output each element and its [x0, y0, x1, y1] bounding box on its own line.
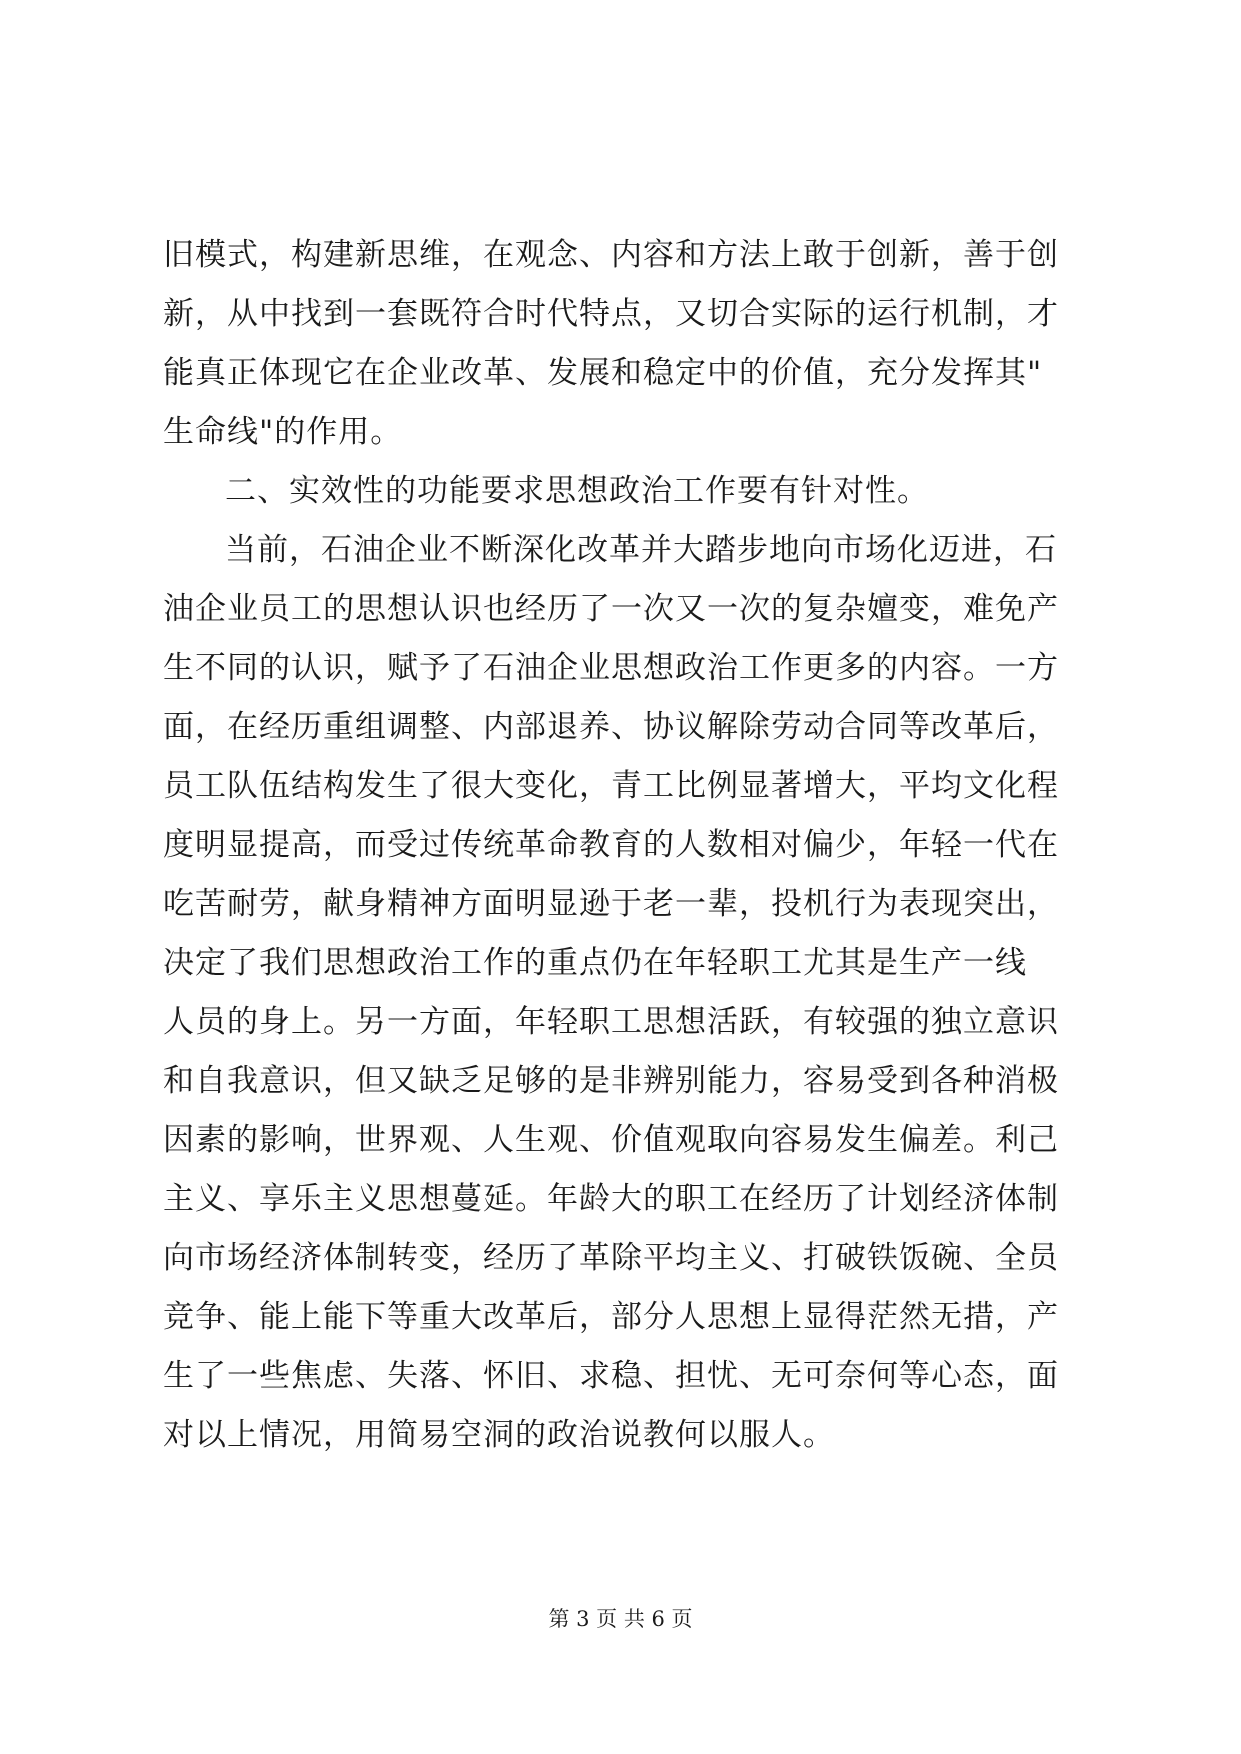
text-line: 竞争、能上能下等重大改革后，部分人思想上显得茫然无措，产 — [163, 1299, 1059, 1335]
text-line: 当前，石油企业不断深化改革并大踏步地向市场化迈进，石 — [225, 532, 1057, 568]
text-line: 决定了我们思想政治工作的重点仍在年轻职工尤其是生产一线 — [163, 945, 1027, 981]
text-line: 度明显提高，而受过传统革命教育的人数相对偏少，年轻一代在 — [163, 827, 1059, 863]
text-line: 油企业员工的思想认识也经历了一次又一次的复杂嬗变，难免产 — [163, 591, 1059, 627]
text-line: 和自我意识，但又缺乏足够的是非辨别能力，容易受到各种消极 — [163, 1063, 1059, 1099]
text-line: 新，从中找到一套既符合时代特点，又切合实际的运行机制，才 — [163, 296, 1059, 332]
text-line: 因素的影响，世界观、人生观、价值观取向容易发生偏差。利己 — [163, 1122, 1059, 1158]
text-line: 能真正体现它在企业改革、发展和稳定中的价值，充分发挥其" — [163, 355, 1043, 391]
text-line: 向市场经济体制转变，经历了革除平均主义、打破铁饭碗、全员 — [163, 1240, 1059, 1276]
text-line: 对以上情况，用简易空洞的政治说教何以服人。 — [163, 1417, 835, 1453]
text-line: 二、实效性的功能要求思想政治工作要有针对性。 — [225, 473, 929, 509]
text-line: 面，在经历重组调整、内部退养、协议解除劳动合同等改革后， — [163, 709, 1059, 745]
text-line: 主义、享乐主义思想蔓延。年龄大的职工在经历了计划经济体制 — [163, 1181, 1059, 1217]
page-footer: 第 3 页 共 6 页 — [548, 1607, 693, 1631]
text-line: 旧模式，构建新思维，在观念、内容和方法上敢于创新，善于创 — [163, 237, 1059, 273]
text-line: 员工队伍结构发生了很大变化，青工比例显著增大，平均文化程 — [163, 768, 1059, 804]
text-line: 人员的身上。另一方面，年轻职工思想活跃，有较强的独立意识 — [163, 1004, 1059, 1040]
text-line: 生命线"的作用。 — [163, 414, 403, 450]
text-line: 生不同的认识，赋予了石油企业思想政治工作更多的内容。一方 — [163, 650, 1059, 686]
document-body — [163, 226, 1103, 1465]
text-line: 吃苦耐劳，献身精神方面明显逊于老一辈，投机行为表现突出， — [163, 886, 1059, 922]
text-line: 生了一些焦虑、失落、怀旧、求稳、担忧、无可奈何等心态，面 — [163, 1358, 1059, 1394]
